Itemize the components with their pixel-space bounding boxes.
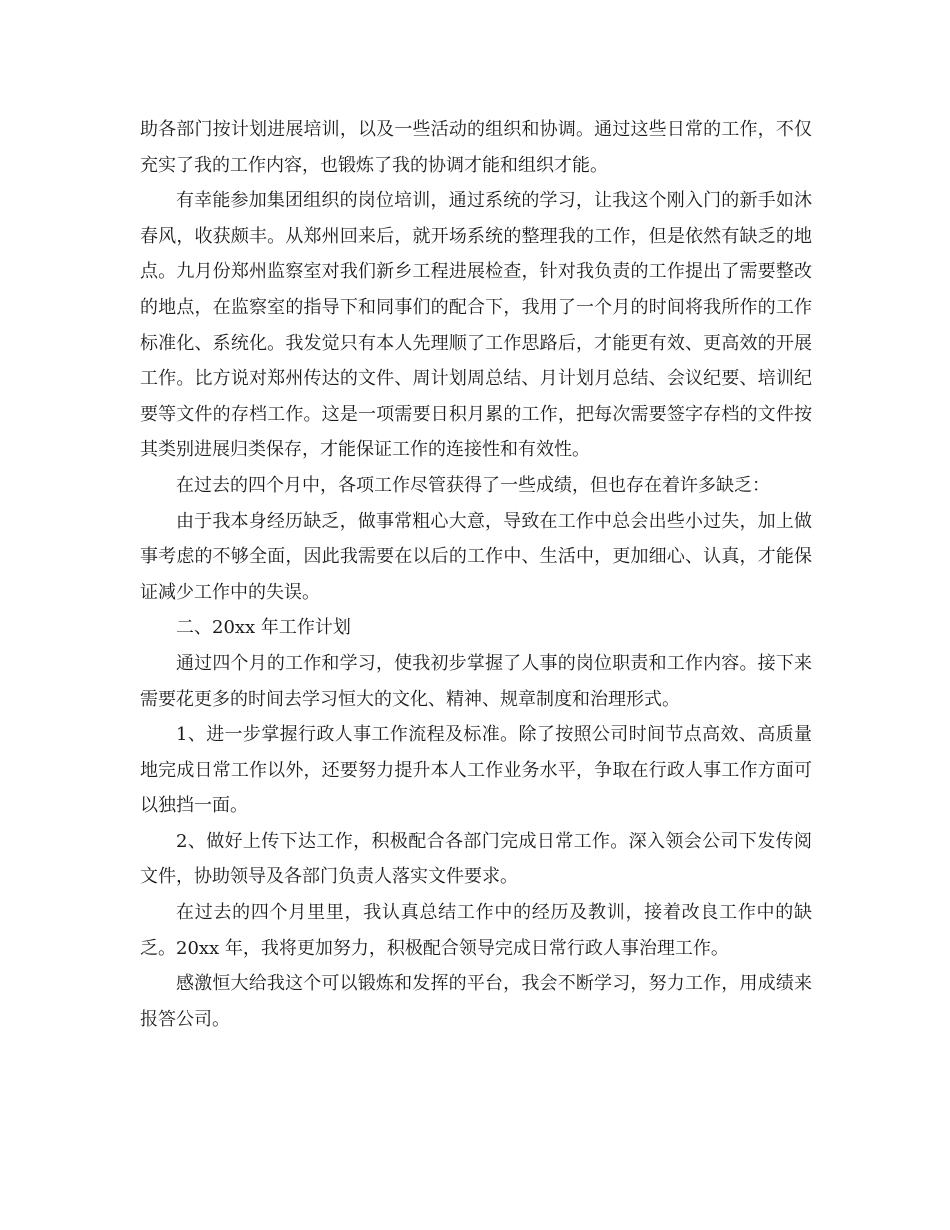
paragraph: 感激恒大给我这个可以锻炼和发挥的平台，我会不断学习，努力工作，用成绩来报答公司。 <box>140 973 812 1030</box>
paragraph: 通过四个月的工作和学习，使我初步掌握了人事的岗位职责和工作内容。接下来需要花更多的时间去学习恒大的文化、精神、规章制度和治理形式。 <box>140 652 812 710</box>
paragraph: 在过去的四个月里里，我认真总结工作中的经历及教训，接着改良工作中的缺乏。20xx 年，我将更加努力，积极配合领导完成日常行政人事治理工作。 <box>140 902 812 959</box>
section-heading: 二、20xx 年工作计划 <box>176 617 351 639</box>
list-item: 2、做好上传下达工作，积极配合各部门完成日常工作。深入领会公司下发传阅文件，协助领导及各部门负责人落实文件要求。 <box>140 830 812 888</box>
paragraph: 有幸能参加集团组织的岗位培训，通过系统的学习，让我这个刚入门的新手如沐春风，收获颇丰。从郑州回来后，就开场系统的整理我的工作，但是依然有缺乏的地点。九月份郑州监察室对我们新乡工程进展检查，针对我负责的工作提出了需要整改的地点，在监察室的指导下和同事们的配合下，我用了一个月的时间将我所作的工作标准化、系统化。我发觉只有本人先理顺了工作思路后，才能更有效、更高效的开展工作。比方说对郑州传达的文件、周计划周总结、月计划月总结、会议纪要、培训纪要等文件的存档工作。这是一项需要日积月累的工作，把每次需要签字存档的文件按其类别进展归类保存，才能保证工作的连接性和有效性。 <box>140 190 812 461</box>
paragraph: 助各部门按计划进展培训，以及一些活动的组织和协调。通过这些日常的工作，不仅充实了我的工作内容，也锻炼了我的协调才能和组织才能。 <box>140 119 812 176</box>
list-item: 1、进一步掌握行政人事工作流程及标准。除了按照公司时间节点高效、高质量地完成日常工作以外，还要努力提升本人工作业务水平，争取在行政人事工作方面可以独挡一面。 <box>140 724 812 817</box>
document-body <box>140 112 812 1037</box>
paragraph: 由于我本身经历缺乏，做事常粗心大意，导致在工作中总会出些小过失，加上做事考虑的不够全面，因此我需要在以后的工作中、生活中，更加细心、认真，才能保证减少工作中的失误。 <box>140 510 812 603</box>
paragraph: 在过去的四个月中，各项工作尽管获得了一些成绩，但也存在着许多缺乏： <box>176 474 770 496</box>
